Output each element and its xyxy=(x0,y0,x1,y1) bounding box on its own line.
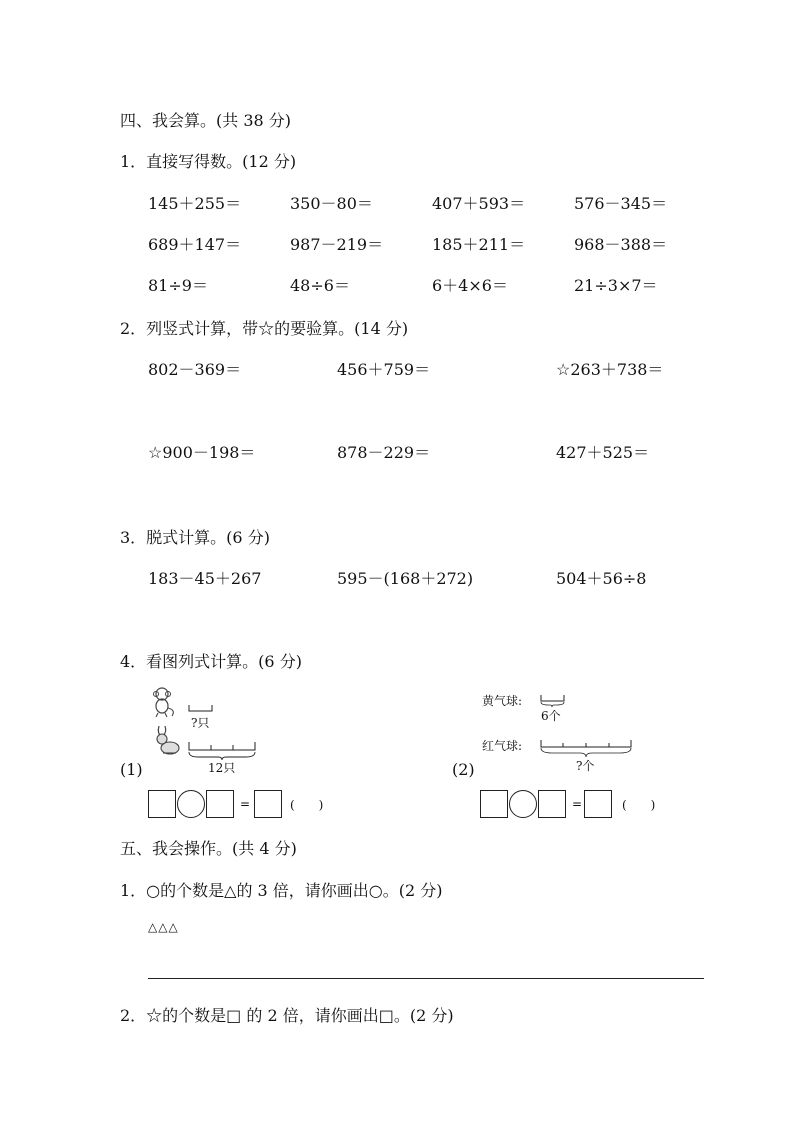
q3-expr: 595－(168＋272) xyxy=(337,569,474,588)
q1-expr: 145＋255＝ xyxy=(148,194,242,213)
q1-expr: 407＋593＝ xyxy=(432,194,526,213)
q3-title: 3．脱式计算。(6 分) xyxy=(120,528,270,547)
result-box[interactable] xyxy=(584,790,612,818)
q2-title: 2．列竖式计算，带☆的要验算。(14 分) xyxy=(120,319,409,338)
q4-part1-number: (1) xyxy=(120,760,143,779)
q2-expr: 456＋759＝ xyxy=(337,360,431,379)
unit-paren[interactable]: ( ) xyxy=(290,798,324,812)
triangles-given: △△△ xyxy=(148,920,179,934)
result-box[interactable] xyxy=(254,790,282,818)
answer-line[interactable] xyxy=(148,978,704,979)
monkey-icon xyxy=(150,686,180,718)
q3-expr: 183－45＋267 xyxy=(148,569,262,588)
yellow-balloon-label: 黄气球: xyxy=(482,694,523,708)
answer-box[interactable] xyxy=(480,790,508,818)
q2-expr: 427＋525＝ xyxy=(556,443,650,462)
red-balloon-label: 红气球: xyxy=(482,739,523,753)
q1-expr: 968－388＝ xyxy=(574,235,668,254)
operator-circle[interactable] xyxy=(509,790,537,818)
q2-expr: 878－229＝ xyxy=(337,443,431,462)
q1-expr: 576－345＝ xyxy=(574,194,668,213)
q1-expr: 81÷9＝ xyxy=(148,276,208,295)
unit-paren[interactable]: ( ) xyxy=(622,798,656,812)
rabbit-total-label: 12只 xyxy=(208,761,236,775)
q1-expr: 6＋4×6＝ xyxy=(432,276,508,295)
yellow-balloon-count: 6个 xyxy=(541,709,561,723)
q1-expr: 689＋147＝ xyxy=(148,235,242,254)
q1-expr: 48÷6＝ xyxy=(290,276,350,295)
q3-expr: 504＋56÷8 xyxy=(556,569,647,588)
section4-title: 四、我会算。(共 38 分) xyxy=(120,111,292,130)
q1-expr: 21÷3×7＝ xyxy=(574,276,658,295)
q2-expr: ☆900－198＝ xyxy=(148,443,256,462)
equals-sign: = xyxy=(572,797,583,811)
q1-expr: 350－80＝ xyxy=(290,194,373,213)
q2-expr: 802－369＝ xyxy=(148,360,242,379)
monkey-bar xyxy=(188,703,218,713)
q1-expr: 987－219＝ xyxy=(290,235,384,254)
equals-sign: = xyxy=(240,797,251,811)
s5-q2-title: 2．☆的个数是□ 的 2 倍，请你画出□。(2 分) xyxy=(120,1006,454,1025)
q1-title: 1．直接写得数。(12 分) xyxy=(120,152,297,171)
q1-expr: 185＋211＝ xyxy=(432,235,526,254)
answer-box[interactable] xyxy=(148,790,176,818)
answer-box[interactable] xyxy=(206,790,234,818)
section5-title: 五、我会操作。(共 4 分) xyxy=(120,839,297,858)
s5-q1-title: 1．○的个数是△的 3 倍，请你画出○。(2 分) xyxy=(120,881,443,900)
yellow-bar xyxy=(540,693,570,705)
rabbit-icon xyxy=(150,724,182,756)
monkey-count-label: ?只 xyxy=(191,716,210,730)
q4-part2-number: (2) xyxy=(452,760,475,779)
operator-circle[interactable] xyxy=(177,790,205,818)
q2-expr: ☆263＋738＝ xyxy=(556,360,664,379)
q4-title: 4．看图列式计算。(6 分) xyxy=(120,652,302,671)
red-balloon-count: ?个 xyxy=(576,759,595,773)
answer-box[interactable] xyxy=(538,790,566,818)
